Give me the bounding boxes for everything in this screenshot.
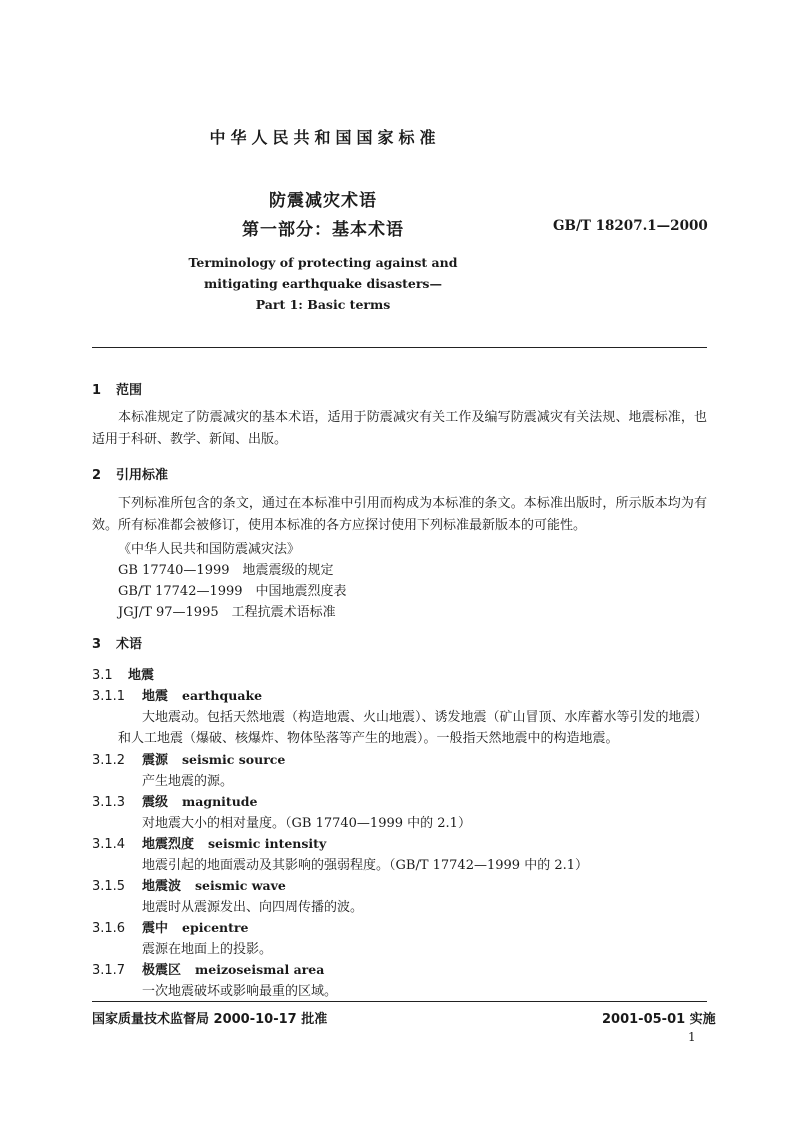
term-english: seismic source [182, 752, 286, 767]
term-chinese: 震源 [142, 753, 169, 768]
reference-item: GB/T 17742—1999 中国地震烈度表 [118, 584, 347, 599]
national-standard-heading: 中华人民共和国国家标准 [209, 128, 441, 147]
subsection-3-1-heading [92, 664, 154, 683]
normative-paragraph: 下列标准所包含的条文，通过在本标准中引用而构成为本标准的条文。本标准出版时，所示版本均为有效。所有标准都会被修订，使用本标准的各方应探讨使用下列标准最新版本的可能性。 [92, 496, 707, 533]
section-2-heading [92, 464, 168, 483]
term-chinese: 震级 [142, 795, 169, 810]
approval-statement: 国家质量技术监督局 2000-10-17 批准 [92, 1012, 328, 1027]
term-number: 3.1.5 [92, 879, 126, 894]
implementation-date: 2001-05-01 实施 [602, 1012, 716, 1027]
subsection-title: 地震 [128, 668, 155, 683]
section-number: 3 [92, 637, 102, 652]
term-number: 3.1.3 [92, 795, 126, 810]
term-entry [92, 959, 324, 978]
term-definition: 一次地震破坏或影响最重的区域。 [142, 984, 338, 999]
term-number: 3.1.2 [92, 753, 126, 768]
term-definition: 对地震大小的相对量度。（GB 17740—1999 中的 2.1） [142, 816, 471, 831]
subsection-number: 3.1 [92, 668, 113, 683]
document-title-line1: 防震减灾术语 [269, 191, 377, 211]
section-title: 术语 [116, 637, 143, 652]
english-title-line1: Terminology of protecting against and [188, 255, 458, 270]
term-number: 3.1.7 [92, 963, 126, 978]
section-number: 2 [92, 468, 102, 483]
document-title-line2: 第一部分：基本术语 [242, 220, 404, 240]
term-english: seismic intensity [208, 836, 327, 851]
term-definition: 地震时从震源发出、向四周传播的波。 [142, 900, 364, 915]
bottom-divider [92, 1001, 707, 1002]
term-definition: 和人工地震（爆破、核爆炸、物体坠落等产生的地震）。一般指天然地震中的构造地震。 [118, 731, 619, 746]
section-number: 1 [92, 383, 102, 398]
term-english: epicentre [182, 920, 249, 935]
section-3-heading [92, 633, 142, 652]
term-english: seismic wave [195, 878, 286, 893]
term-chinese: 震中 [142, 921, 169, 936]
term-english: magnitude [182, 794, 258, 809]
english-title-line2: mitigating earthquake disasters— [204, 276, 442, 291]
term-chinese: 地震烈度 [142, 837, 195, 852]
section-title: 范围 [116, 383, 143, 398]
standard-number: GB/T 18207.1—2000 [553, 218, 708, 234]
reference-item: 《中华人民共和国防震减灾法》 [118, 542, 301, 557]
top-divider [92, 347, 707, 348]
term-definition: 产生地震的源。 [142, 774, 234, 789]
term-number: 3.1.1 [92, 689, 126, 704]
term-entry [92, 917, 248, 936]
reference-item: JGJ/T 97—1995 工程抗震术语标准 [118, 605, 336, 620]
reference-item: GB 17740—1999 地震震级的规定 [118, 563, 334, 578]
section-title: 引用标准 [116, 468, 169, 483]
term-entry [92, 791, 257, 810]
english-title-line3: Part 1: Basic terms [255, 297, 391, 312]
term-definition: 大地震动。包括天然地震（构造地震、火山地震）、诱发地震（矿山冒顶、水库蓄水等引发的地震） [142, 710, 708, 725]
term-english: earthquake [182, 688, 263, 703]
term-entry [92, 833, 326, 852]
page-number: 1 [688, 1030, 696, 1044]
term-number: 3.1.6 [92, 921, 126, 936]
term-chinese: 极震区 [142, 963, 182, 978]
term-entry [92, 685, 262, 704]
term-number: 3.1.4 [92, 837, 126, 852]
scope-paragraph: 本标准规定了防震减灾的基本术语，适用于防震减灾有关工作及编写防震减灾有关法规、地震标准，也适用于科研、教学、新闻、出版。 [92, 410, 707, 447]
section-1-heading [92, 379, 142, 398]
term-english: meizoseismal area [195, 962, 325, 977]
term-definition: 地震引起的地面震动及其影响的强弱程度。（GB/T 17742—1999 中的 2.1） [142, 858, 588, 873]
term-definition: 震源在地面上的投影。 [142, 942, 273, 957]
term-entry [92, 749, 285, 768]
term-entry [92, 875, 286, 894]
term-chinese: 地震 [142, 689, 169, 704]
term-chinese: 地震波 [142, 879, 182, 894]
